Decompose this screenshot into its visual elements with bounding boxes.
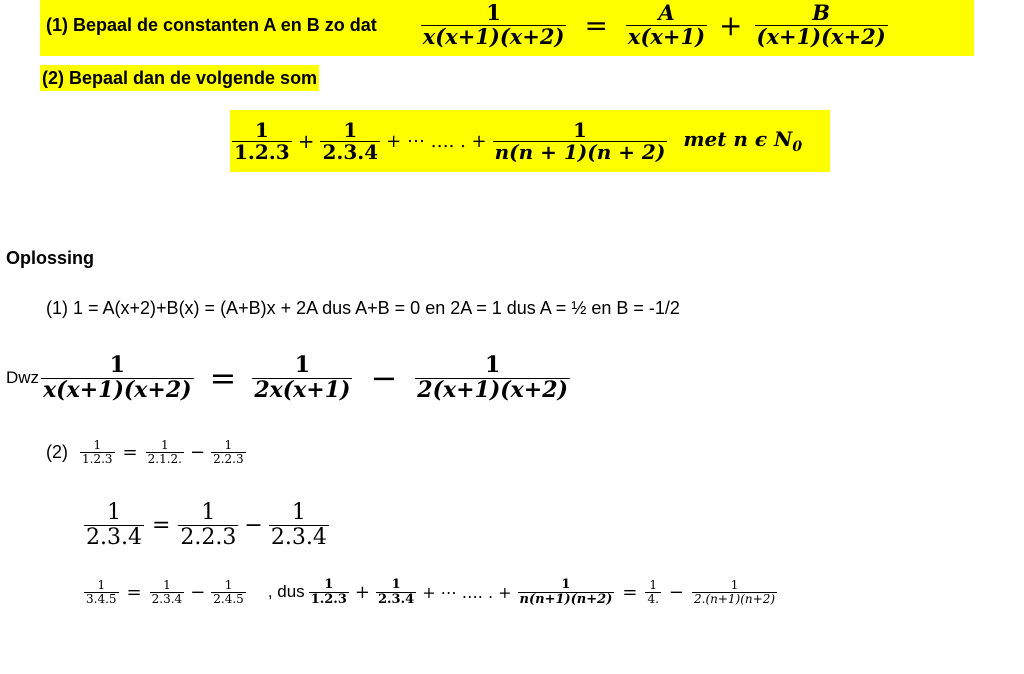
solution-step-1: (1) 1 = A(x+2)+B(x) = (A+B)x + 2A dus A+B = 0 en 2A = 1 dus A = ½ en B = -1/2: [46, 298, 680, 318]
dwz-prefix: Dwz: [6, 368, 40, 387]
dwz-fraction-lhs: [41, 354, 193, 401]
frac-denominator: 2.3.4: [322, 139, 379, 164]
frac-numerator: 1: [254, 117, 269, 142]
fraction: [211, 439, 246, 465]
sum-fraction-1: [232, 117, 292, 164]
dus-label: , dus: [267, 582, 305, 601]
frac-denominator: 2.2.3: [180, 524, 237, 550]
fraction: [376, 578, 416, 606]
frac-numerator: 1: [294, 352, 311, 379]
frac-numerator: 1: [224, 577, 233, 592]
minus-sign: −: [190, 441, 206, 463]
frac-numerator: 1: [97, 577, 106, 592]
frac-denominator: 2.3.4: [270, 524, 327, 550]
task-1-fraction-lhs: [421, 2, 567, 47]
frac-denominator: n(n+1)(n+2): [519, 591, 613, 607]
frac-numerator: 1: [561, 576, 571, 592]
sum-condition: [683, 127, 802, 155]
frac-denominator: 2.3.4: [377, 591, 415, 607]
frac-denominator: 2x(x+1): [254, 376, 351, 403]
task-1-fraction-a: [626, 2, 707, 47]
sum-condition-subscript: 0: [792, 139, 803, 155]
frac-numerator: 1: [93, 437, 102, 452]
frac-numerator: A: [658, 0, 675, 26]
plus-sign: +: [297, 129, 315, 153]
frac-denominator: (x+1)(x+2): [756, 23, 886, 49]
fraction: [150, 579, 185, 605]
frac-denominator: x(x+1)(x+2): [422, 23, 565, 49]
dwz-fraction-2: [252, 354, 352, 401]
frac-denominator: 1.2.3: [310, 591, 347, 607]
equals-sign: =: [122, 441, 138, 463]
frac-numerator: 1: [484, 352, 501, 379]
fraction: [269, 501, 329, 548]
plus-sign: +: [719, 8, 743, 42]
task-1-label: (1) Bepaal de constanten A en B zo dat: [46, 14, 377, 35]
frac-denominator: 2.(n+1)(n+2): [694, 591, 776, 606]
frac-denominator: 1.2.3: [234, 139, 290, 164]
plus-sign: +: [354, 581, 370, 603]
frac-denominator: 2(x+1)(x+2): [417, 376, 568, 403]
fraction: [211, 579, 246, 605]
step-2-row-3: [84, 568, 777, 616]
frac-numerator: 1: [324, 576, 334, 592]
frac-numerator: B: [812, 0, 830, 26]
frac-denominator: 2.4.5: [213, 591, 244, 606]
solution-heading: Oplossing: [6, 248, 95, 268]
equals-sign: =: [622, 581, 638, 603]
frac-denominator: 2.1.2.: [147, 451, 182, 466]
fraction: [518, 578, 615, 606]
frac-denominator: n(n + 1)(n + 2): [494, 139, 666, 164]
frac-denominator: 3.4.5: [86, 591, 117, 606]
fraction: [692, 579, 777, 605]
frac-numerator: 1: [201, 500, 216, 526]
frac-numerator: 1: [391, 576, 401, 592]
equals-sign: =: [209, 359, 237, 397]
step-2-label: (2): [46, 441, 68, 462]
sum-expression: [232, 110, 802, 172]
frac-numerator: 1: [486, 0, 501, 26]
fraction: [645, 579, 660, 605]
fraction: [84, 579, 119, 605]
frac-denominator: x(x+1): [627, 23, 706, 49]
minus-sign: −: [244, 512, 263, 538]
frac-numerator: 1: [109, 352, 125, 379]
minus-sign: −: [668, 581, 684, 603]
frac-numerator: 1: [291, 500, 306, 526]
frac-numerator: 1: [649, 577, 657, 592]
step-2-row-2: [84, 490, 329, 560]
ellipsis-terms: + ⋯ …. . +: [386, 130, 487, 152]
dwz-line: [6, 340, 570, 416]
dwz-fraction-3: [415, 354, 570, 401]
task-1-fraction-b: [755, 2, 888, 47]
sum-fraction-2: [320, 117, 380, 164]
minus-sign: −: [370, 359, 398, 397]
minus-sign: −: [190, 581, 206, 603]
fraction: [84, 501, 144, 548]
frac-numerator: 1: [573, 117, 587, 142]
ellipsis-terms: + ⋯ …. . +: [422, 582, 512, 602]
frac-denominator: 2.3.4: [151, 591, 183, 606]
frac-numerator: 1: [106, 500, 121, 526]
frac-numerator: 1: [161, 437, 169, 452]
frac-numerator: 1: [343, 117, 358, 142]
sum-condition-text: met n ϵ N: [683, 127, 793, 151]
frac-numerator: 1: [730, 577, 739, 592]
frac-denominator: 1.2.3: [82, 451, 113, 466]
fraction: [80, 439, 115, 465]
equals-sign: =: [584, 8, 608, 42]
frac-numerator: 1: [163, 577, 171, 592]
frac-numerator: 1: [224, 437, 233, 452]
equals-sign: =: [151, 512, 171, 538]
fraction: [178, 501, 238, 548]
sum-fraction-n: [493, 117, 668, 164]
fraction: [309, 578, 349, 606]
task-2-label: (2) Bepaal dan de volgende som: [40, 65, 319, 91]
fraction: [146, 439, 184, 465]
frac-denominator: 4.: [647, 591, 659, 606]
frac-denominator: x(x+1)(x+2): [43, 376, 192, 403]
equals-sign: =: [126, 581, 142, 603]
frac-denominator: 2.3.4: [86, 524, 142, 550]
frac-denominator: 2.2.3: [213, 451, 244, 466]
step-2-row-1: [46, 428, 246, 476]
task-line-1: [46, 0, 888, 56]
